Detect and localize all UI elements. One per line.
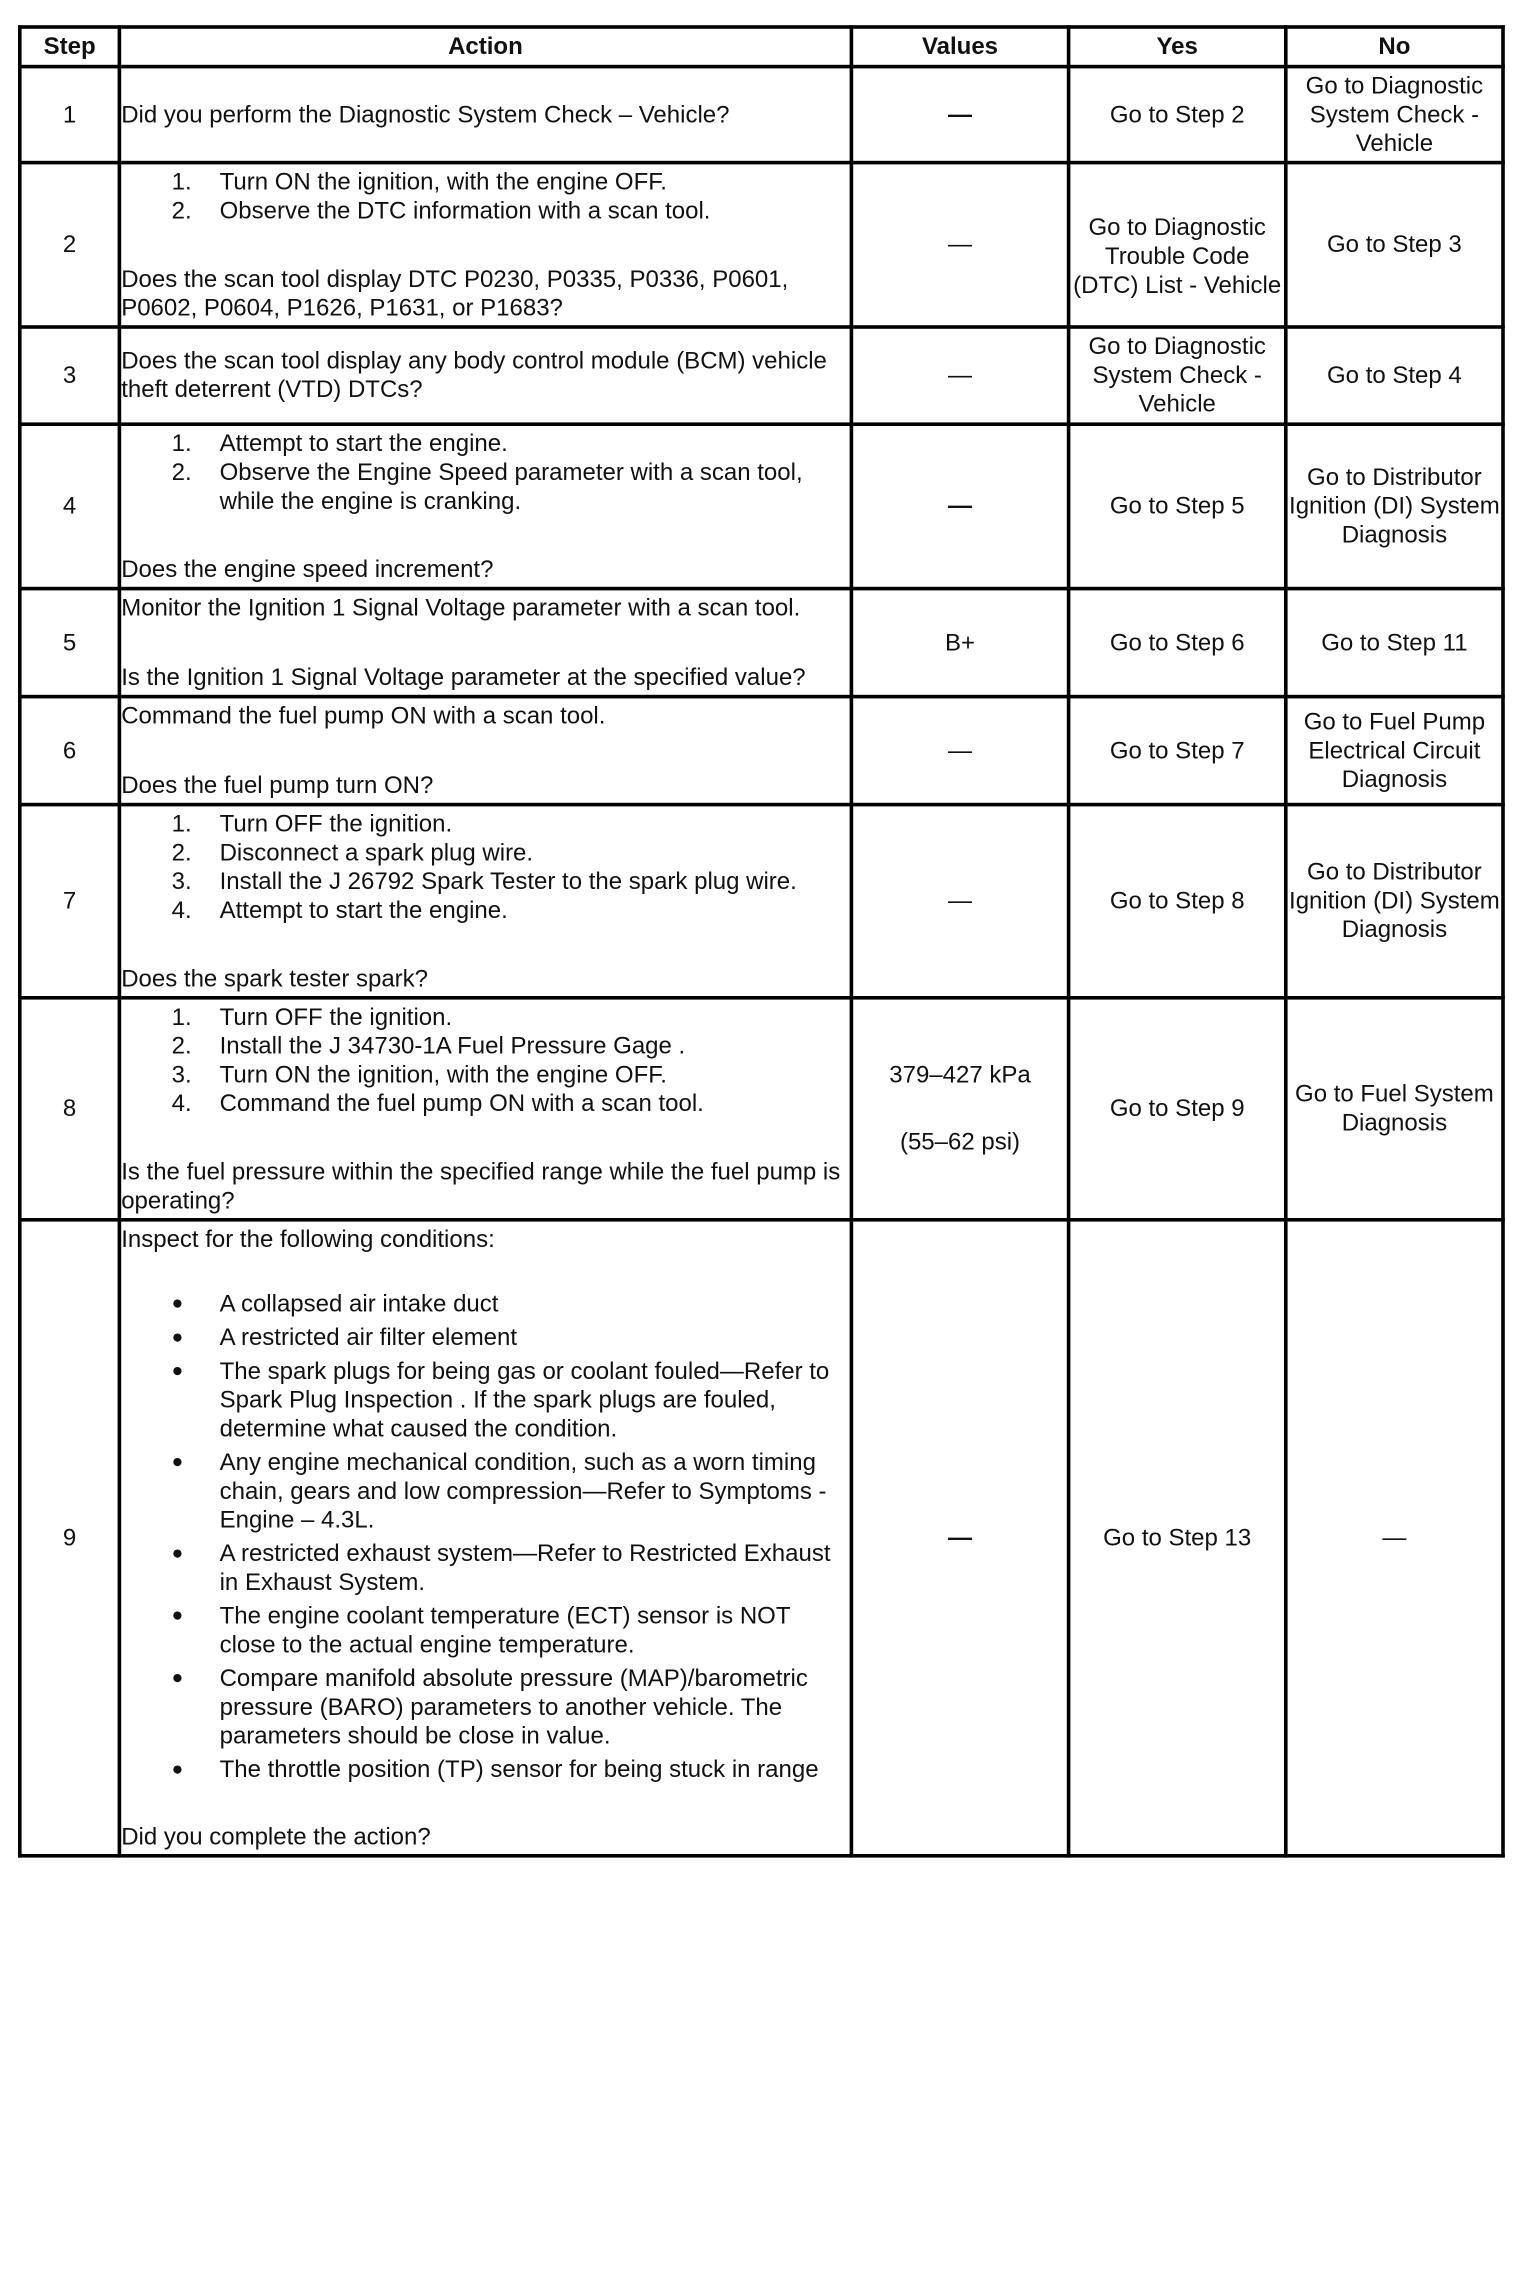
header-step: Step — [20, 27, 120, 67]
list-item: 2. Observe the Engine Speed parameter with a scan tool, while the engine is cranking. — [171, 459, 803, 515]
no-link[interactable]: Go to Fuel Pump Electrical Circuit Diagnosis — [1286, 697, 1503, 805]
values-cell: — — [851, 424, 1068, 588]
no-link[interactable]: Go to Step 3 — [1286, 163, 1503, 327]
step-number: 8 — [20, 998, 120, 1220]
no-link[interactable]: Go to Fuel System Diagnosis — [1286, 998, 1503, 1220]
list-item: 2. Install the J 34730-1A Fuel Pressure Gage . — [171, 1032, 686, 1059]
list-item: ● A restricted exhaust system—Refer to Restricted Exhaust in Exhaust System. — [171, 1540, 831, 1596]
action-cell — [119, 424, 851, 588]
values-cell — [851, 998, 1068, 1220]
step-number: 7 — [20, 805, 120, 998]
table-row — [20, 697, 1503, 805]
action-text: Command the fuel pump ON with a scan tool. — [121, 702, 606, 729]
list-item: ● A collapsed air intake duct — [171, 1290, 499, 1317]
yes-link[interactable]: Go to Step 2 — [1069, 67, 1286, 163]
value-psi: (55–62 psi) — [899, 1129, 1021, 1156]
action-question: Is the fuel pressure within the specified range while the fuel pump is operating? — [121, 1158, 841, 1214]
list-item: ● Any engine mechanical condition, such as a worn timing chain, gears and low compression—Refer to Symptoms - Engine – 4.3L. — [171, 1449, 827, 1533]
no-link[interactable]: Go to Distributor Ignition (DI) System Diagnosis — [1286, 424, 1503, 588]
values-cell: — — [851, 163, 1068, 327]
yes-link[interactable]: Go to Diagnostic System Check - Vehicle — [1069, 327, 1286, 424]
no-link[interactable]: Go to Diagnostic System Check - Vehicle — [1286, 67, 1503, 163]
table-row — [20, 327, 1503, 424]
no-value: — — [1286, 1220, 1503, 1856]
yes-link[interactable]: Go to Step 5 — [1069, 424, 1286, 588]
step-number: 5 — [20, 589, 120, 697]
values-cell: — — [851, 327, 1068, 424]
condition-list — [172, 1289, 850, 1783]
action-cell — [119, 1220, 851, 1856]
action-question: Did you complete the action? — [121, 1823, 431, 1850]
step-number: 6 — [20, 697, 120, 805]
action-text: Monitor the Ignition 1 Signal Voltage parameter with a scan tool. — [121, 594, 801, 621]
list-item: ● A restricted air filter element — [171, 1324, 518, 1351]
step-number: 1 — [20, 67, 120, 163]
list-item: 3. Install the J 26792 Spark Tester to the spark plug wire. — [171, 868, 797, 895]
yes-link[interactable]: Go to Diagnostic Trouble Code (DTC) List - Vehicle — [1069, 163, 1286, 327]
values-cell: — — [851, 697, 1068, 805]
action-steps — [172, 429, 850, 515]
list-item: 4. Attempt to start the engine. — [171, 897, 508, 924]
action-cell — [119, 67, 851, 163]
list-item: 3. Turn ON the ignition, with the engine OFF. — [171, 1061, 667, 1088]
action-cell — [119, 163, 851, 327]
yes-link[interactable]: Go to Step 9 — [1069, 998, 1286, 1220]
action-cell — [119, 697, 851, 805]
action-cell — [119, 589, 851, 697]
action-cell — [119, 805, 851, 998]
action-text: Inspect for the following conditions: — [121, 1225, 495, 1253]
action-question: Does the spark tester spark? — [121, 965, 429, 992]
list-item: ● The engine coolant temperature (ECT) sensor is NOT close to the actual engine temperature. — [171, 1602, 791, 1658]
value-kpa: 379–427 kPa — [889, 1062, 1031, 1089]
action-cell — [119, 998, 851, 1220]
table-row — [20, 67, 1503, 163]
step-number: 9 — [20, 1220, 120, 1856]
yes-link[interactable]: Go to Step 6 — [1069, 589, 1286, 697]
list-item: 1. Turn ON the ignition, with the engine OFF. — [171, 168, 667, 196]
values-cell: — — [851, 67, 1068, 163]
no-link[interactable]: Go to Distributor Ignition (DI) System Diagnosis — [1286, 805, 1503, 998]
yes-link[interactable]: Go to Step 8 — [1069, 805, 1286, 998]
list-item: 2. Observe the DTC information with a scan tool. — [171, 197, 711, 224]
header-action: Action — [119, 27, 851, 67]
table-row — [20, 163, 1503, 327]
action-steps — [172, 809, 850, 924]
header-values: Values — [851, 27, 1068, 67]
step-number: 4 — [20, 424, 120, 588]
yes-link[interactable]: Go to Step 13 — [1069, 1220, 1286, 1856]
action-text: Does the scan tool display any body control module (BCM) vehicle theft deterrent (VTD) DTCs? — [121, 348, 827, 404]
diagnostic-table — [18, 25, 1505, 1857]
table-row — [20, 589, 1503, 697]
header-yes: Yes — [1069, 27, 1286, 67]
list-item: ● Compare manifold absolute pressure (MAP)/barometric pressure (BARO) parameters to another vehicle. The parameters should be close in value. — [171, 1665, 808, 1750]
table-row — [20, 805, 1503, 998]
action-steps — [172, 167, 850, 225]
step-number: 3 — [20, 327, 120, 424]
values-cell: — — [851, 805, 1068, 998]
action-question: Is the Ignition 1 Signal Voltage parameter at the specified value? — [121, 664, 806, 691]
list-item: 2. Disconnect a spark plug wire. — [171, 839, 534, 866]
list-item: 1. Turn OFF the ignition. — [171, 1003, 453, 1031]
action-question: Does the scan tool display DTC P0230, P0335, P0336, P0601, P0602, P0604, P1626, P1631, or P1683? — [121, 265, 789, 321]
action-question: Does the engine speed increment? — [121, 556, 494, 583]
action-cell — [119, 327, 851, 424]
header-row — [20, 27, 1503, 67]
list-item: 4. Command the fuel pump ON with a scan tool. — [171, 1090, 704, 1117]
header-no: No — [1286, 27, 1503, 67]
step-number: 2 — [20, 163, 120, 327]
list-item: 1. Attempt to start the engine. — [171, 430, 508, 457]
table-row — [20, 1220, 1503, 1856]
list-item: 1. Turn OFF the ignition. — [171, 810, 453, 838]
no-link[interactable]: Go to Step 11 — [1286, 589, 1503, 697]
table-row — [20, 424, 1503, 588]
table-row — [20, 998, 1503, 1220]
yes-link[interactable]: Go to Step 7 — [1069, 697, 1286, 805]
no-link[interactable]: Go to Step 4 — [1286, 327, 1503, 424]
action-steps — [172, 1003, 850, 1118]
list-item: ● The throttle position (TP) sensor for being stuck in range — [171, 1756, 819, 1783]
list-item: ● The spark plugs for being gas or coolant fouled—Refer to Spark Plug Inspection . If the spark plugs are fouled, determine what caused the condition. — [171, 1357, 830, 1442]
action-question: Does the fuel pump turn ON? — [121, 772, 434, 799]
values-cell: — — [851, 1220, 1068, 1856]
action-text: Did you perform the Diagnostic System Check – Vehicle? — [121, 101, 730, 128]
values-cell: B+ — [851, 589, 1068, 697]
